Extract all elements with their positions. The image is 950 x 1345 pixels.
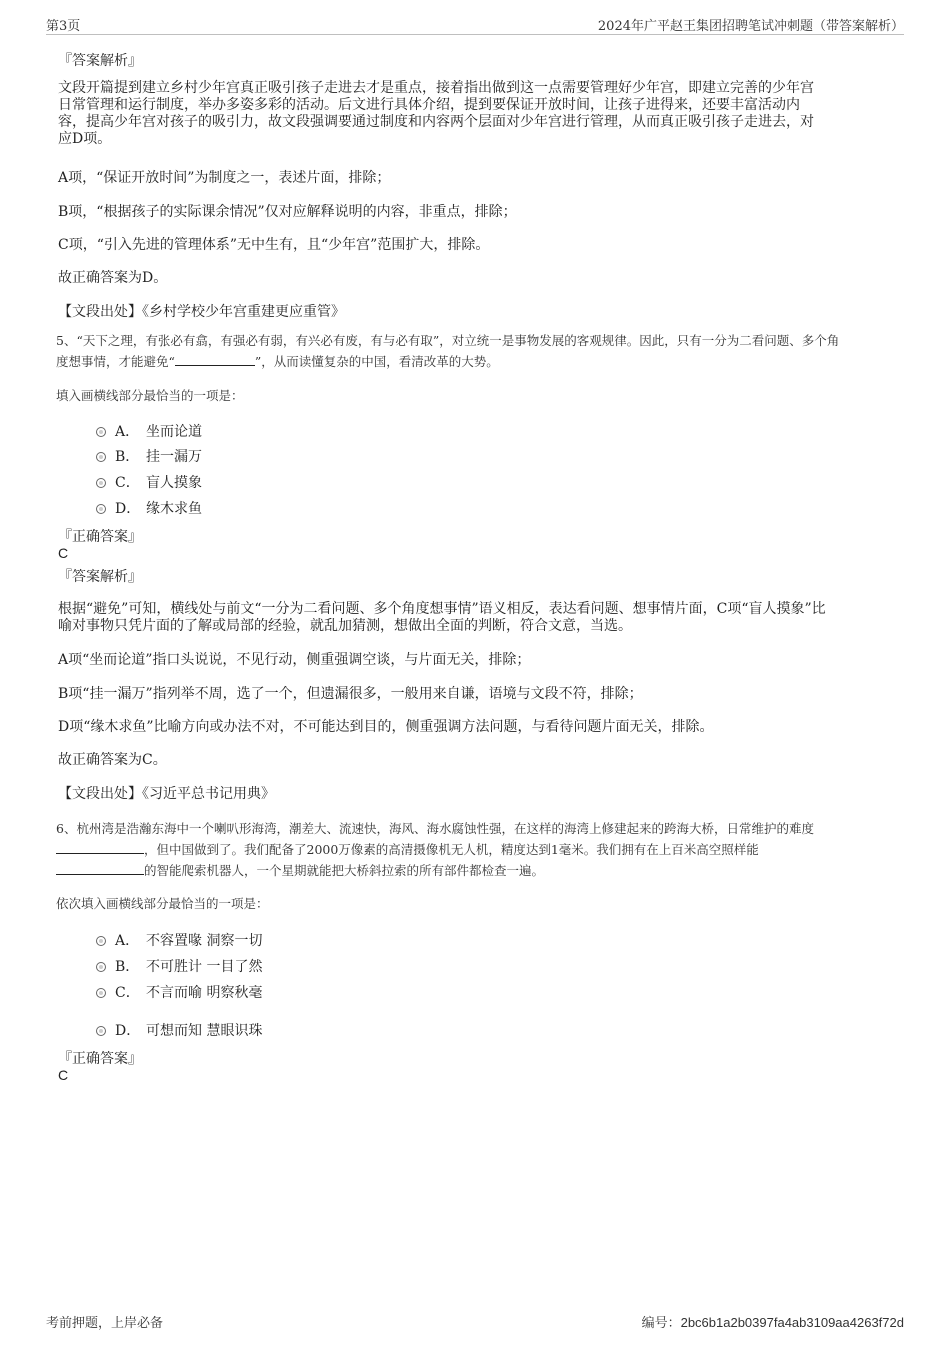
q4-conclusion: 故正确答案为D。 (58, 270, 168, 286)
radio-icon[interactable] (96, 452, 106, 462)
radio-icon[interactable] (96, 427, 106, 437)
q6-option-b[interactable] (96, 956, 346, 976)
q5-answer-label: 『正确答案』 (58, 529, 142, 545)
option-text: 不可胜计 一目了然 (146, 959, 263, 975)
option-text: 坐而论道 (146, 424, 202, 440)
q5-stem-after-blank: ”，从而读懂复杂的中国，看清改革的大势。 (254, 354, 499, 369)
q5-blank (175, 353, 255, 366)
q5-option-c[interactable] (96, 472, 296, 492)
q4-item-c: C项，“引入先进的管理体系”无中生有，且“少年宫”范围扩大，排除。 (58, 237, 490, 253)
page-footer (46, 1312, 904, 1332)
radio-icon[interactable] (96, 1026, 106, 1036)
q4-analysis-line-1: 文段开篇提到建立乡村少年宫真正吸引孩子走进去才是重点，接着指出做到这一点需要管理好少年宫，即建立完善的少年宫 (58, 80, 814, 96)
q5-source: 【文段出处】《习近平总书记用典》 (58, 786, 275, 802)
q5-answer: C (58, 545, 69, 561)
radio-icon[interactable] (96, 936, 106, 946)
q6-stem-line-3-text: 的智能爬索机器人，一个星期就能把大桥斜拉索的所有部件都检查一遍。 (144, 863, 545, 878)
option-key: A． (115, 933, 140, 949)
q4-analysis-line-2: 日常管理和运行制度，举办多姿多彩的活动。后文进行具体介绍，提到要保证开放时间，让孩子进得来，还要丰富活动内 (58, 97, 800, 113)
option-key: A． (115, 424, 140, 440)
code-label: 编号： (641, 1316, 681, 1331)
q6-option-d[interactable] (96, 1020, 346, 1040)
q5-stem-line-2 (56, 351, 906, 372)
q5-prompt: 填入画横线部分最恰当的一项是： (56, 388, 244, 403)
option-text: 挂一漏万 (146, 449, 202, 465)
q4-analysis-line-4: 应D项。 (58, 131, 112, 147)
radio-icon[interactable] (96, 988, 106, 998)
code-value: 2bc6b1a2b0397fa4ab3109aa4263f72d (680, 1315, 904, 1330)
q6-stem-line-1: 6、杭州湾是浩瀚东海中一个喇叭形海湾，潮差大、流速快，海风、海水腐蚀性强，在这样的海湾上修建起来的跨海大桥，日常维护的难度 (56, 821, 814, 836)
option-key: C． (115, 985, 140, 1001)
q5-analysis-line-2: 喻对事物只凭片面的了解或局部的经验，就乱加猜测，想做出全面的判断，符合文意，当选。 (58, 618, 632, 634)
document-title: 2024年广平赵王集团招聘笔试冲刺题（带答案解析） (597, 19, 904, 34)
q5-item-d: D项“缘木求鱼”比喻方向或办法不对，不可能达到目的，侧重强调方法问题，与看待问题片面无关，排除。 (58, 719, 714, 735)
q5-stem (56, 330, 906, 372)
document-code (642, 1312, 904, 1331)
page-number: 第3页 (46, 19, 81, 34)
q5-option-b[interactable] (96, 446, 296, 466)
option-key: D． (115, 1023, 141, 1039)
q5-option-a[interactable] (96, 421, 296, 441)
option-text: 可想而知 慧眼识珠 (146, 1023, 263, 1039)
q6-answer: C (58, 1067, 69, 1083)
option-key: B． (115, 449, 140, 465)
q5-item-a: A项“坐而论道”指口头说说，不见行动，侧重强调空谈，与片面无关，排除； (58, 652, 531, 668)
q6-stem (56, 818, 906, 881)
option-key: B． (115, 959, 140, 975)
option-key: C． (115, 475, 140, 491)
radio-icon[interactable] (96, 504, 106, 514)
q4-analysis-label: 『答案解析』 (58, 53, 142, 69)
page-header (46, 12, 904, 35)
q4-item-a: A项，“保证开放时间”为制度之一，表述片面，排除； (58, 170, 391, 186)
q5-item-b: B项“挂一漏万”指列举不周，选了一个，但遗漏很多，一般用来自谦，语境与文段不符，排除； (58, 686, 643, 702)
q6-prompt: 依次填入画横线部分最恰当的一项是： (56, 896, 269, 911)
q5-analysis-line-1: 根据“避免”可知，横线处与前文“一分为二看问题、多个角度想事情”语义相反，表达看问题、想事情片面，C项“盲人摸象”比 (58, 601, 826, 617)
q6-stem-line-2 (56, 839, 906, 860)
q5-analysis-label: 『答案解析』 (58, 569, 142, 585)
option-text: 不言而喻 明察秋毫 (146, 985, 263, 1001)
q4-item-b: B项，“根据孩子的实际课余情况”仅对应解释说明的内容，非重点，排除； (58, 204, 517, 220)
option-key: D． (115, 501, 141, 517)
q5-stem-before-blank: 度想事情，才能避免“ (56, 354, 175, 369)
radio-icon[interactable] (96, 962, 106, 972)
q5-stem-line-1: 5、“天下之理，有张必有翕，有强必有弱，有兴必有废，有与必有取”，对立统一是事物发展的客观规律。因此，只有一分为二看问题、多个角 (56, 333, 840, 348)
option-text: 盲人摸象 (146, 475, 202, 491)
q4-source: 【文段出处】《乡村学校少年宫重建更应重管》 (58, 304, 345, 320)
q6-option-c[interactable] (96, 982, 346, 1002)
q5-option-d[interactable] (96, 498, 296, 518)
q6-answer-label: 『正确答案』 (58, 1051, 142, 1067)
q5-conclusion: 故正确答案为C。 (58, 752, 167, 768)
footer-slogan: 考前押题，上岸必备 (46, 1316, 164, 1331)
q5-analysis-text (58, 601, 898, 635)
q6-stem-line-3 (56, 860, 906, 881)
q6-blank-1 (56, 841, 144, 854)
q4-analysis-line-3: 容，提高少年宫对孩子的吸引力，故文段强调要通过制度和内容两个层面对少年宫进行管理，从而真正吸引孩子走进去，对 (58, 114, 814, 130)
q4-analysis-text (58, 80, 898, 148)
radio-icon[interactable] (96, 478, 106, 488)
q6-blank-2 (56, 862, 144, 875)
option-text: 不容置喙 洞察一切 (146, 933, 263, 949)
option-text: 缘木求鱼 (146, 501, 202, 517)
q6-option-a[interactable] (96, 930, 346, 950)
q6-stem-line-2-text: ，但中国做到了。我们配备了2000万像素的高清摄像机无人机，精度达到1毫米。我们拥有在上百米高空照样能 (144, 842, 759, 857)
